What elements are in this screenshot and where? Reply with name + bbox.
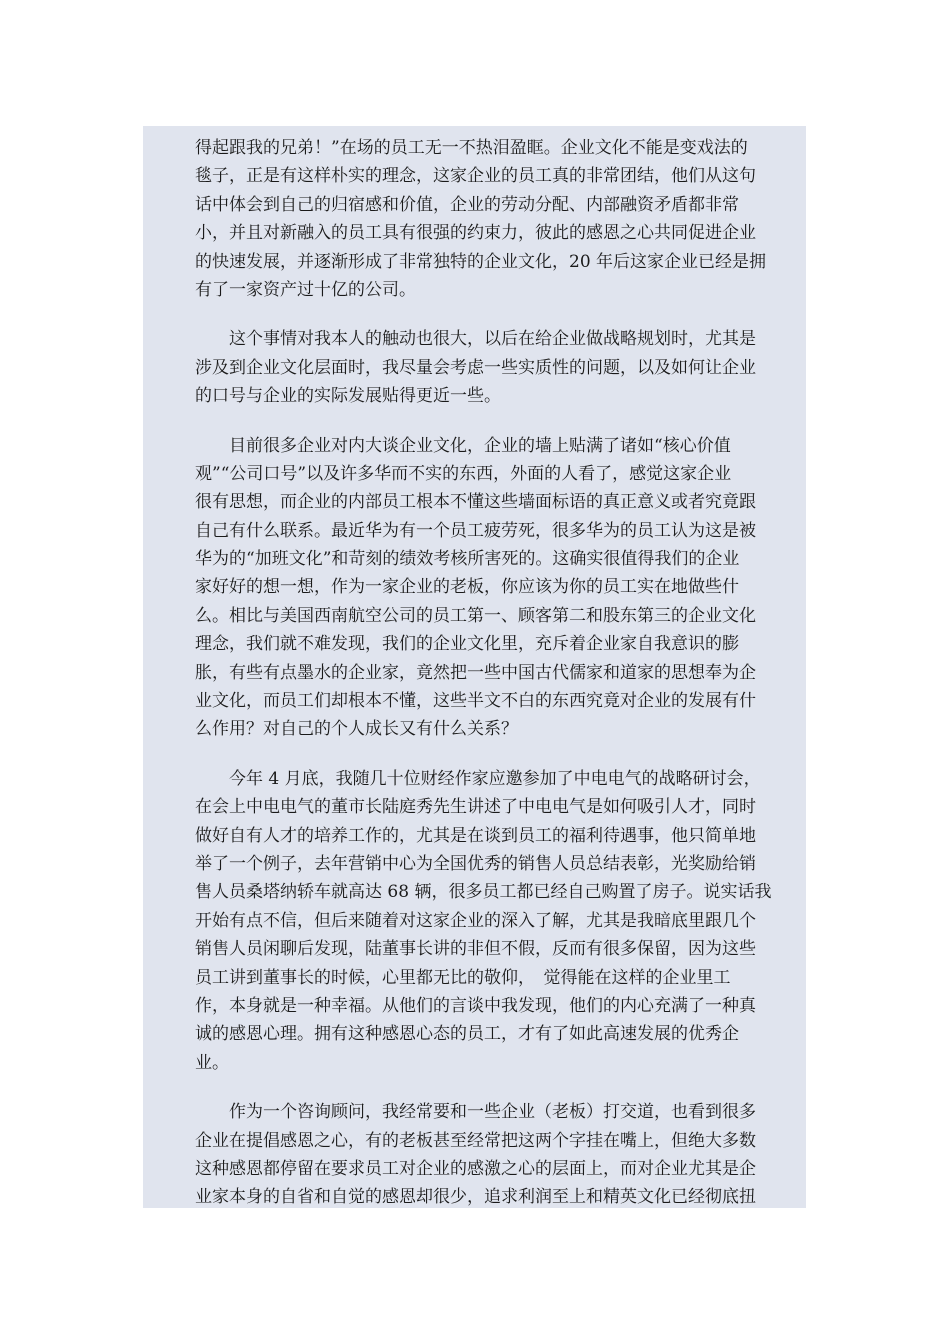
text-line: 举了一个例子，去年营销中心为全国优秀的销售人员总结表彰，光奖励给销 <box>195 853 756 874</box>
text-line: 员工讲到董事长的时候，心里都无比的敬仰， 觉得能在这样的企业里工 <box>195 967 731 988</box>
text-line: 理念，我们就不难发现，我们的企业文化里，充斥着企业家自我意识的膨 <box>195 634 739 655</box>
text-line: 业家本身的自省和自觉的感恩却很少，追求利润至上和精英文化已经彻底扭 <box>195 1187 756 1208</box>
text-line: 作为一个咨询顾问，我经常要和一些企业（老板）打交道，也看到很多 <box>229 1102 756 1123</box>
text-line: 话中体会到自己的归宿感和价值，企业的劳动分配、内部融资矛盾都非常 <box>195 194 739 215</box>
text-line: 这个事情对我本人的触动也很大，以后在给企业做战略规划时，尤其是 <box>229 329 756 350</box>
paragraph <box>195 1098 757 1208</box>
text-line: 有了一家资产过十亿的公司。 <box>195 279 416 300</box>
text-line: 业文化，而员工们却根本不懂，这些半文不白的东西究竟对企业的发展有什 <box>195 691 756 712</box>
text-line: 么作用？对自己的个人成长又有什么关系？ <box>195 719 518 740</box>
paragraph <box>195 325 757 410</box>
text-line: 诚的感恩心理。拥有这种感恩心态的员工，才有了如此高速发展的优秀企 <box>195 1024 739 1045</box>
text-line: 作，本身就是一种幸福。从他们的言谈中我发现，他们的内心充满了一种真 <box>195 995 756 1016</box>
paragraph <box>195 432 757 744</box>
text-line: 的口号与企业的实际发展贴得更近一些。 <box>195 386 501 407</box>
text-line: 目前很多企业对内大谈企业文化，企业的墙上贴满了诸如“核心价值 <box>229 435 731 456</box>
body-text <box>195 134 772 1208</box>
text-line: 业。 <box>195 1052 229 1073</box>
paragraph <box>195 765 772 1077</box>
text-line: 今年 4 月底，我随几十位财经作家应邀参加了中电电气的战略研讨会， <box>229 768 761 789</box>
text-line: 售人员桑塔纳轿车就高达 68 辆，很多员工都已经自己购置了房子。说实话我 <box>195 882 772 903</box>
text-line: 观”“公司口号”以及许多华而不实的东西，外面的人看了，感觉这家企业 <box>195 463 732 484</box>
text-line: 这种感恩都停留在要求员工对企业的感激之心的层面上，而对企业尤其是企 <box>195 1158 756 1179</box>
text-line: 销售人员闲聊后发现，陆董事长讲的非但不假，反而有很多保留，因为这些 <box>195 939 756 960</box>
text-line: 很有思想，而企业的内部员工根本不懂这些墙面标语的真正意义或者究竟跟 <box>195 492 756 513</box>
paragraph <box>195 134 767 304</box>
document-page <box>143 126 806 1208</box>
text-line: 毯子，正是有这样朴实的理念，这家企业的员工真的非常团结，他们从这句 <box>195 166 756 187</box>
text-line: 的快速发展，并逐渐形成了非常独特的企业文化，20 年后这家企业已经是拥 <box>195 251 767 272</box>
text-line: 自己有什么联系。最近华为有一个员工疲劳死，很多华为的员工认为这是被 <box>195 520 756 541</box>
text-line: 在会上中电电气的董市长陆庭秀先生讲述了中电电气是如何吸引人才，同时 <box>195 797 756 818</box>
text-line: 华为的“加班文化”和苛刻的绩效考核所害死的。这确实很值得我们的企业 <box>195 549 740 570</box>
text-line: 涉及到企业文化层面时，我尽量会考虑一些实质性的问题，以及如何让企业 <box>195 357 756 378</box>
text-line: 开始有点不信，但后来随着对这家企业的深入了解，尤其是我暗底里跟几个 <box>195 910 756 931</box>
text-line: 胀，有些有点墨水的企业家，竟然把一些中国古代儒家和道家的思想奉为企 <box>195 662 756 683</box>
text-line: 么。相比与美国西南航空公司的员工第一、顾客第二和股东第三的企业文化 <box>195 605 756 626</box>
text-line: 家好好的想一想，作为一家企业的老板，你应该为你的员工实在地做些什 <box>195 577 739 598</box>
text-line: 企业在提倡感恩之心，有的老板甚至经常把这两个字挂在嘴上，但绝大多数 <box>195 1130 756 1151</box>
text-line: 做好自有人才的培养工作的，尤其是在谈到员工的福利待遇事，他只简单地 <box>195 825 756 846</box>
text-line: 得起跟我的兄弟！”在场的员工无一不热泪盈眶。企业文化不能是变戏法的 <box>195 138 748 158</box>
text-line: 小，并且对新融入的员工具有很强的约束力，彼此的感恩之心共同促进企业 <box>195 223 756 244</box>
